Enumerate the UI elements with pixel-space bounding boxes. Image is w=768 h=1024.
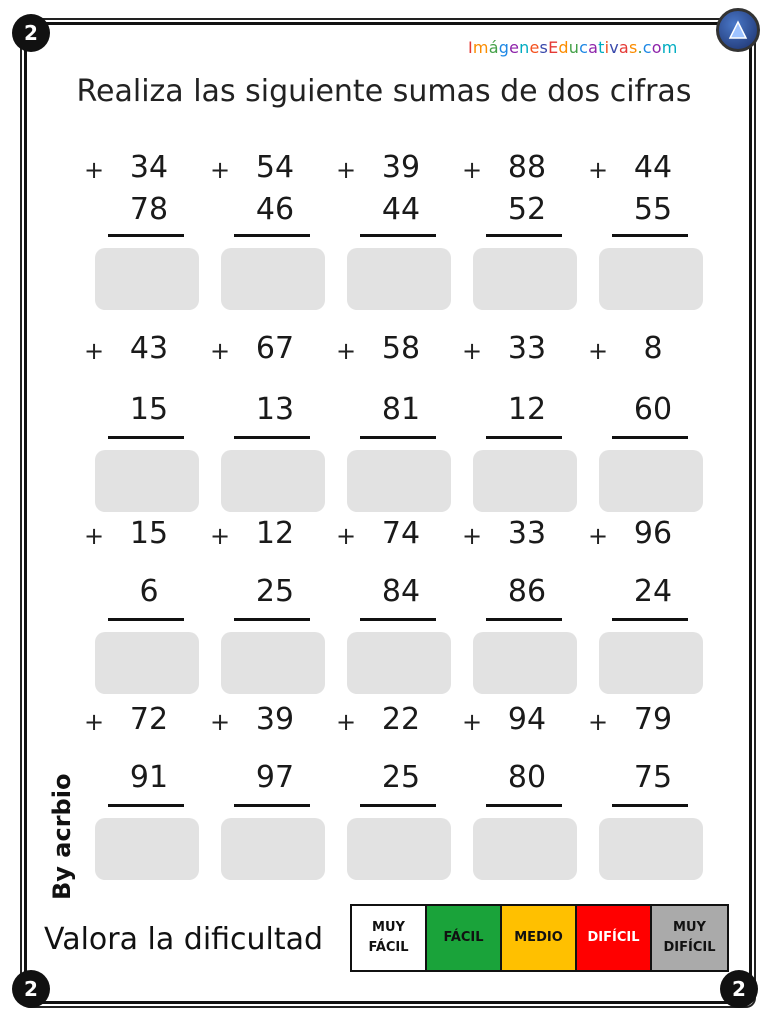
sum-line — [234, 436, 310, 439]
addend-bottom: 86 — [507, 574, 547, 609]
plus-sign: + — [588, 522, 609, 550]
answer-box[interactable] — [221, 248, 325, 310]
addend-bottom: 81 — [381, 392, 421, 427]
brand-letter: n — [519, 38, 530, 57]
brand-name — [468, 38, 678, 57]
plus-sign: + — [462, 156, 483, 184]
author-byline: By acrbio — [48, 773, 76, 900]
addend-top: 12 — [255, 516, 295, 551]
brand-letter: a — [618, 38, 629, 57]
addend-bottom: 44 — [381, 192, 421, 227]
sum-line — [360, 618, 436, 621]
answer-box[interactable] — [473, 632, 577, 694]
answer-box[interactable] — [599, 818, 703, 880]
addend-top: 94 — [507, 702, 547, 737]
answer-box[interactable] — [347, 248, 451, 310]
addend-top: 72 — [129, 702, 169, 737]
addend-bottom: 52 — [507, 192, 547, 227]
addend-bottom: 15 — [129, 392, 169, 427]
plus-sign: + — [462, 337, 483, 365]
addend-top: 44 — [633, 150, 673, 185]
addend-bottom: 97 — [255, 760, 295, 795]
difficulty-option[interactable]: MUY FÁCIL — [352, 906, 427, 970]
answer-box[interactable] — [221, 450, 325, 512]
brand-letter: t — [598, 38, 605, 57]
brand-letter: e — [509, 38, 520, 57]
sum-line — [108, 234, 184, 237]
brand-letter: m — [472, 38, 489, 57]
addend-top: 74 — [381, 516, 421, 551]
addend-bottom: 80 — [507, 760, 547, 795]
sum-line — [486, 234, 562, 237]
plus-sign: + — [84, 708, 105, 736]
answer-box[interactable] — [599, 632, 703, 694]
addend-top: 33 — [507, 516, 547, 551]
plus-sign: + — [210, 522, 231, 550]
addend-bottom: 75 — [633, 760, 673, 795]
addend-bottom: 78 — [129, 192, 169, 227]
plus-sign: + — [210, 156, 231, 184]
answer-box[interactable] — [473, 450, 577, 512]
brand-letter: s — [628, 38, 638, 57]
plus-sign: + — [336, 708, 357, 736]
addend-bottom: 25 — [381, 760, 421, 795]
brand-letter: v — [609, 38, 619, 57]
answer-box[interactable] — [95, 632, 199, 694]
addend-top: 67 — [255, 331, 295, 366]
difficulty-option[interactable]: FÁCIL — [427, 906, 502, 970]
plus-sign: + — [336, 156, 357, 184]
addend-top: 96 — [633, 516, 673, 551]
sum-line — [612, 234, 688, 237]
difficulty-option[interactable]: MUY DIFÍCIL — [652, 906, 727, 970]
answer-box[interactable] — [95, 248, 199, 310]
brand-letter: . — [637, 38, 643, 57]
answer-box[interactable] — [473, 818, 577, 880]
addend-bottom: 13 — [255, 392, 295, 427]
addend-top: 22 — [381, 702, 421, 737]
corner-badge-top-left: 2 — [12, 14, 50, 52]
addend-top: 39 — [381, 150, 421, 185]
answer-box[interactable] — [347, 818, 451, 880]
difficulty-scale — [350, 904, 729, 972]
difficulty-option[interactable]: DIFÍCIL — [577, 906, 652, 970]
brand-letter: á — [488, 38, 499, 57]
addend-bottom: 55 — [633, 192, 673, 227]
sum-line — [234, 618, 310, 621]
plus-sign: + — [462, 708, 483, 736]
plus-sign: + — [84, 337, 105, 365]
page-title: Realiza las siguiente sumas de dos cifras — [76, 74, 692, 109]
brand-letter: E — [548, 38, 559, 57]
addend-top: 39 — [255, 702, 295, 737]
sum-line — [612, 804, 688, 807]
addend-top: 15 — [129, 516, 169, 551]
sum-line — [108, 618, 184, 621]
brand-letter: g — [498, 38, 510, 57]
plus-sign: + — [588, 708, 609, 736]
difficulty-option[interactable]: MEDIO — [502, 906, 577, 970]
sum-line — [360, 804, 436, 807]
brand-letter: c — [642, 38, 652, 57]
sum-line — [612, 436, 688, 439]
addend-top: 58 — [381, 331, 421, 366]
corner-badge-bottom-left: 2 — [12, 970, 50, 1008]
answer-box[interactable] — [95, 450, 199, 512]
brand-letter: s — [539, 38, 549, 57]
logo-icon — [716, 8, 760, 52]
plus-sign: + — [462, 522, 483, 550]
addend-bottom: 6 — [139, 574, 159, 609]
answer-box[interactable] — [599, 248, 703, 310]
difficulty-prompt: Valora la dificultad — [44, 922, 324, 957]
sum-line — [486, 804, 562, 807]
plus-sign: + — [210, 337, 231, 365]
corner-badge-bottom-right: 2 — [720, 970, 758, 1008]
sum-line — [360, 436, 436, 439]
plus-sign: + — [336, 522, 357, 550]
brand-letter: i — [604, 38, 610, 57]
brand-letter: a — [588, 38, 599, 57]
addend-top: 43 — [129, 331, 169, 366]
addend-top: 33 — [507, 331, 547, 366]
sum-line — [612, 618, 688, 621]
answer-box[interactable] — [95, 818, 199, 880]
sum-line — [234, 234, 310, 237]
brand-letter: m — [661, 38, 678, 57]
sum-line — [234, 804, 310, 807]
plus-sign: + — [588, 337, 609, 365]
addend-bottom: 60 — [633, 392, 673, 427]
plus-sign: + — [84, 522, 105, 550]
brand-letter: e — [529, 38, 540, 57]
answer-box[interactable] — [347, 632, 451, 694]
addend-top: 54 — [255, 150, 295, 185]
addend-top: 8 — [643, 331, 663, 366]
sum-line — [108, 804, 184, 807]
addend-bottom: 84 — [381, 574, 421, 609]
brand-letter: c — [579, 38, 589, 57]
sum-line — [486, 618, 562, 621]
brand-letter: o — [651, 38, 662, 57]
answer-box[interactable] — [221, 818, 325, 880]
brand-letter: I — [468, 38, 473, 57]
addend-bottom: 46 — [255, 192, 295, 227]
addend-top: 34 — [129, 150, 169, 185]
addend-top: 79 — [633, 702, 673, 737]
plus-sign: + — [210, 708, 231, 736]
answer-box[interactable] — [221, 632, 325, 694]
answer-box[interactable] — [473, 248, 577, 310]
plus-sign: + — [84, 156, 105, 184]
addend-bottom: 25 — [255, 574, 295, 609]
addend-bottom: 91 — [129, 760, 169, 795]
addend-bottom: 24 — [633, 574, 673, 609]
addend-bottom: 12 — [507, 392, 547, 427]
brand-letter: d — [558, 38, 569, 57]
answer-box[interactable] — [599, 450, 703, 512]
brand-letter: u — [568, 38, 580, 57]
plus-sign: + — [588, 156, 609, 184]
sum-line — [108, 436, 184, 439]
answer-box[interactable] — [347, 450, 451, 512]
plus-sign: + — [336, 337, 357, 365]
addend-top: 88 — [507, 150, 547, 185]
sum-line — [486, 436, 562, 439]
sum-line — [360, 234, 436, 237]
